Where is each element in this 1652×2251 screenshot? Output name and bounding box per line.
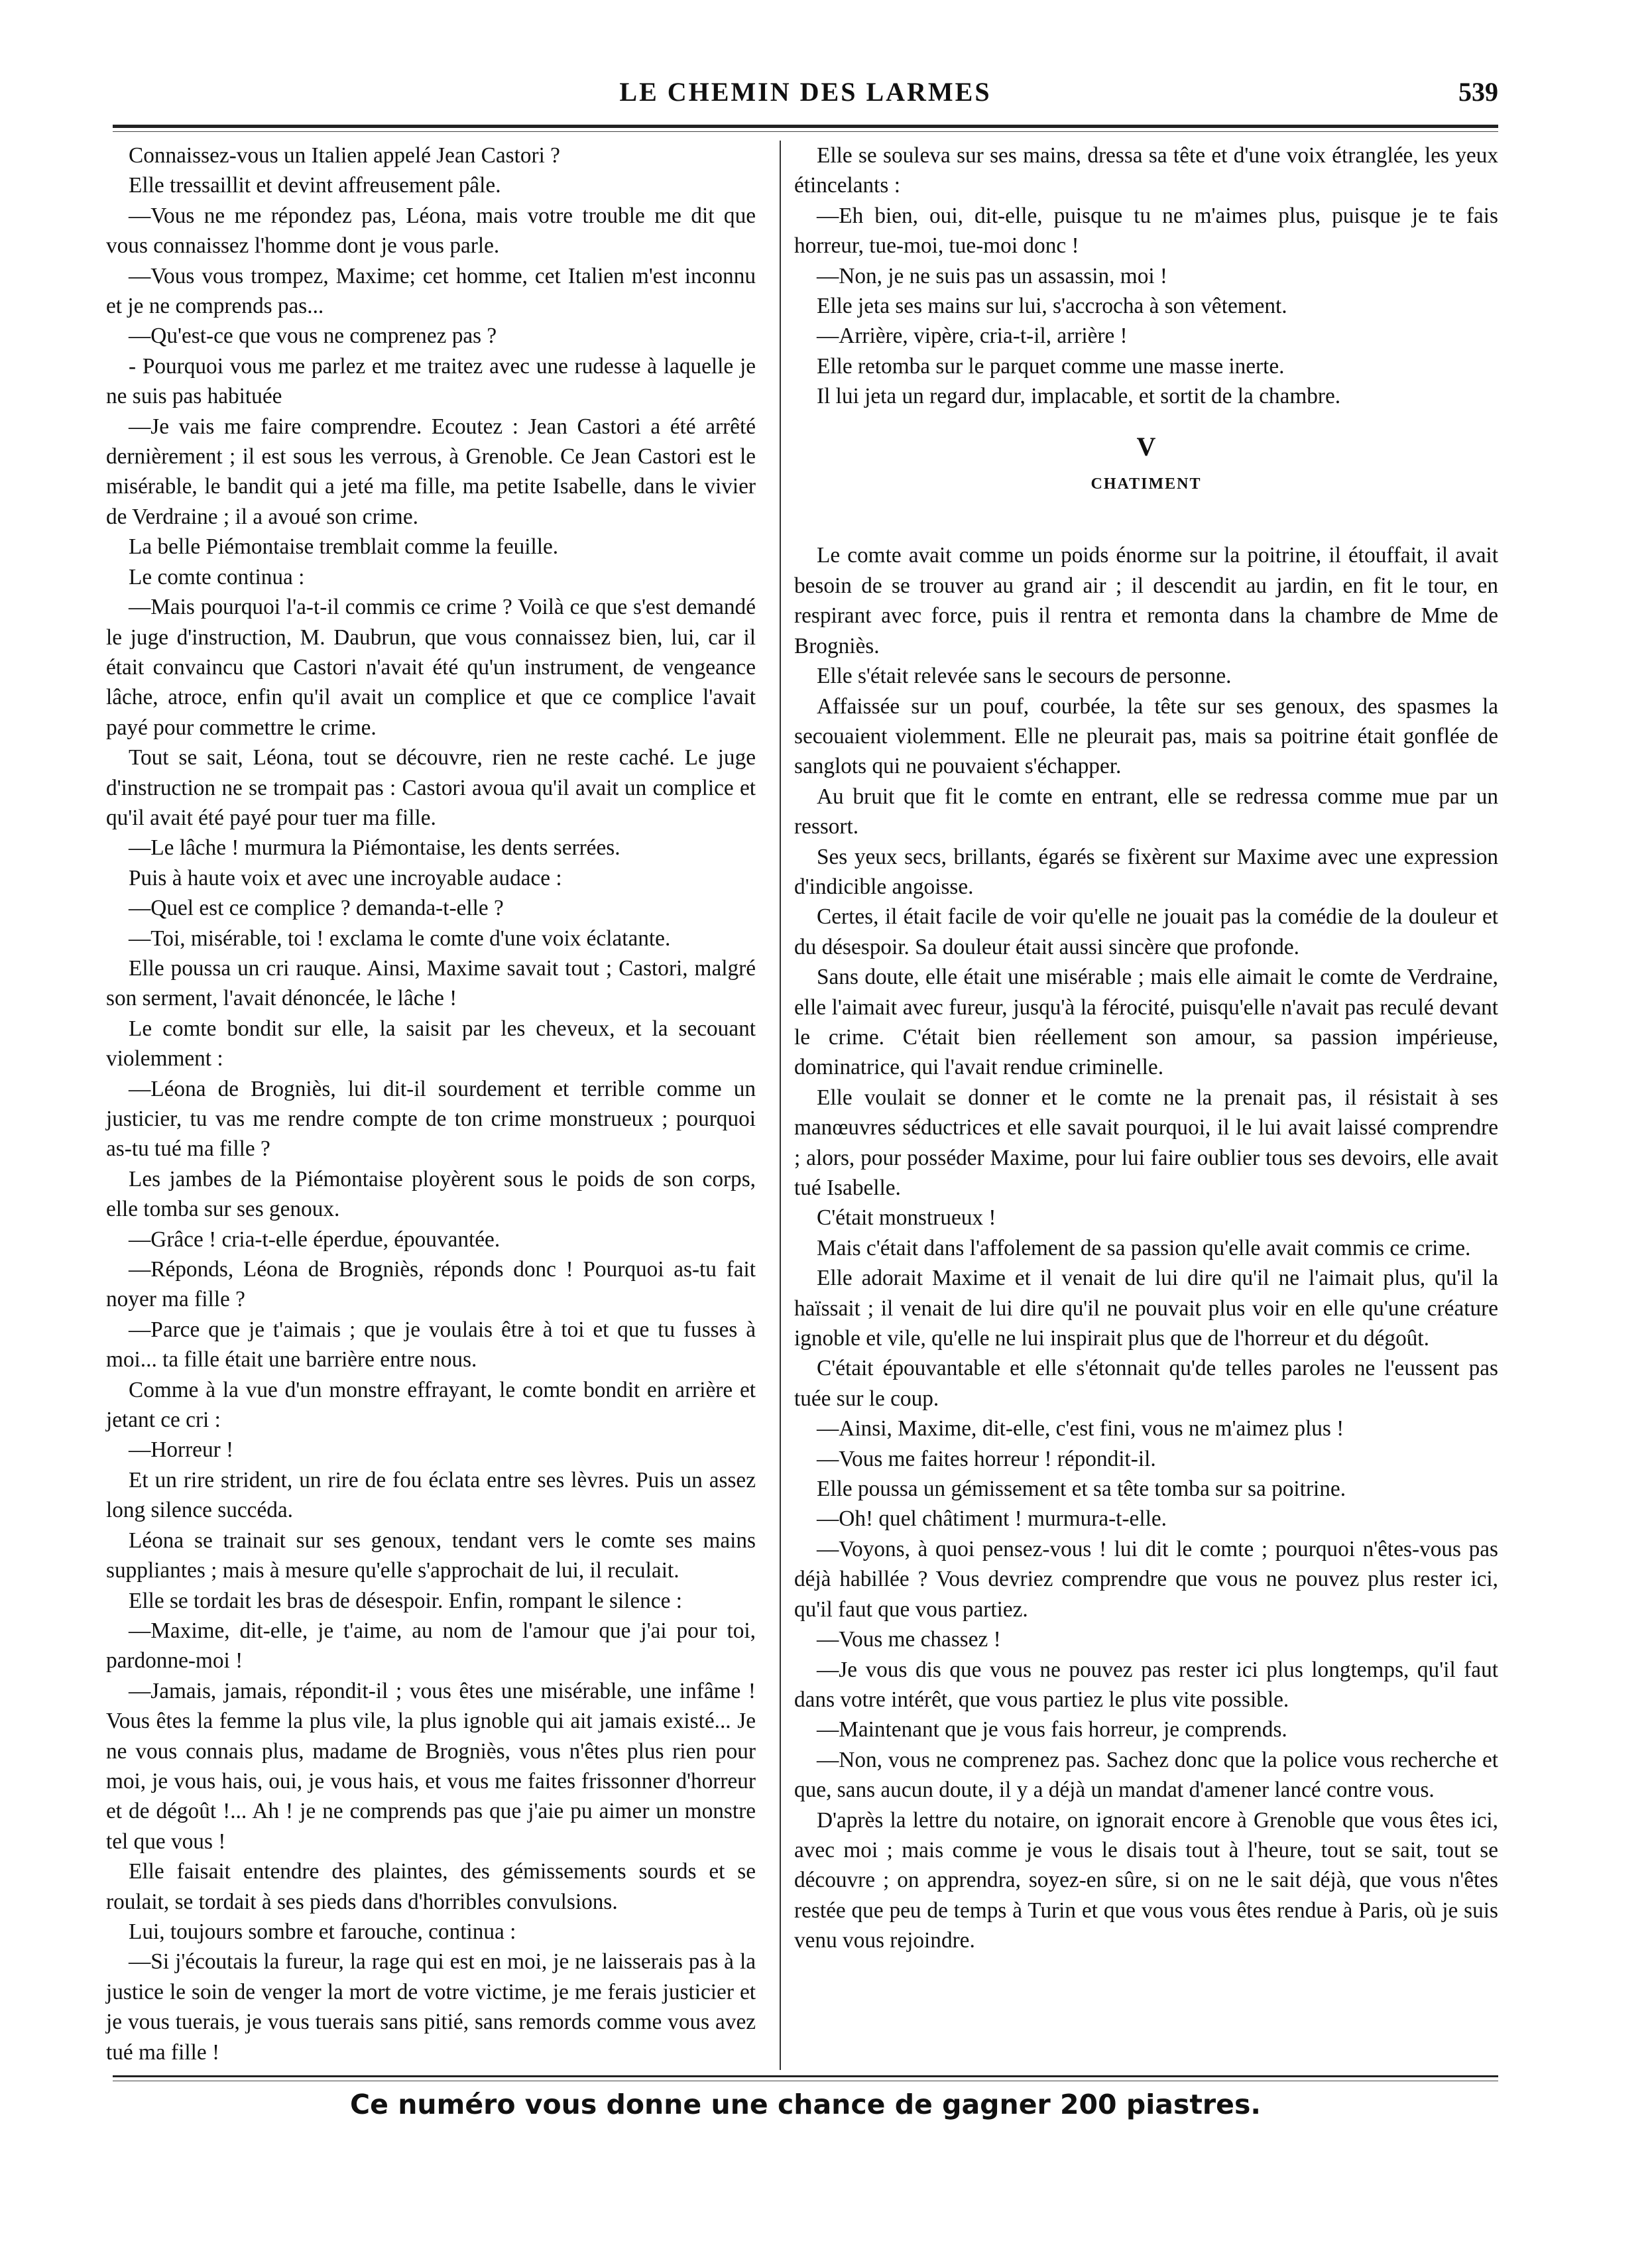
paragraph: - Pourquoi vous me parlez et me traitez avec une rudesse à laquelle je ne suis pas habituée bbox=[106, 353, 756, 409]
left-column bbox=[106, 141, 756, 2067]
paragraph: —Je vais me faire comprendre. Ecoutez : Jean Castori a été arrêté dernièrement ; il est sous les verrous, à Grenoble. Ce Jean Castori est le misérable, le bandit qui a jeté ma fille, ma petite Isabelle, dans le vivier de Verdraine ; il a avoué son crime. bbox=[106, 414, 756, 529]
paragraph: Le comte continua : bbox=[129, 564, 305, 589]
chapter-number: V bbox=[1136, 431, 1156, 461]
paragraph: Certes, il était facile de voir qu'elle ne jouait pas la comédie de la douleur et du désespoir. Sa douleur était aussi sincère que profonde. bbox=[794, 904, 1498, 959]
paragraph: La belle Piémontaise tremblait comme la feuille. bbox=[129, 534, 559, 560]
paragraph: —Mais pourquoi l'a-t-il commis ce crime ? Voilà ce que s'est demandé le juge d'instruction, M. Daubrun, que vous connaissez bien, lui, car il était convaincu que Castori n'avait été qu'un instrument, de vengeance lâche, atroce, enfin qu'il avait un complice et que ce complice l'avait payé pour commettre le crime. bbox=[106, 595, 756, 740]
paragraph: —Voyons, à quoi pensez-vous ! lui dit le comte ; pourquoi n'êtes-vous pas déjà habillée ? Vous devriez comprendre que vous ne pouvez plus rester ici, qu'il faut que vous partiez. bbox=[794, 1536, 1498, 1622]
paragraph: —Quel est ce complice ? demanda-t-elle ? bbox=[129, 896, 504, 921]
paragraph: Et un rire strident, un rire de fou éclata entre ses lèvres. Puis un assez long silence succéda. bbox=[106, 1467, 756, 1523]
paragraph: —Non, vous ne comprenez pas. Sachez donc que la police vous recherche et que, sans aucun doute, il y a déjà un mandat d'amener lancé contre vous. bbox=[794, 1747, 1498, 1803]
paragraph: —Non, je ne suis pas un assassin, moi ! bbox=[817, 263, 1168, 288]
paragraph: Elle voulait se donner et le comte ne la prenait pas, il résistait à ses manœuvres séductrices et elle savait pourquoi, il le lui avait laissé comprendre ; alors, pour posséder Maxime, pour lui faire oublier tous ses devoirs, elle avait tué Isabelle. bbox=[794, 1085, 1498, 1200]
paragraph: Connaissez-vous un Italien appelé Jean Castori ? bbox=[129, 143, 560, 168]
paragraph: —Oh! quel châtiment ! murmura-t-elle. bbox=[817, 1506, 1167, 1532]
paragraph: —Maxime, dit-elle, je t'aime, au nom de l'amour que j'ai pour toi, pardonne-moi ! bbox=[106, 1618, 756, 1673]
paragraph: Il lui jeta un regard dur, implacable, et sortit de la chambre. bbox=[817, 384, 1341, 409]
paragraph: Elle adorait Maxime et il venait de lui dire qu'il ne l'aimait plus, qu'il la haïssait ; il venait de lui dire qu'il ne pouvait plus voir en elle qu'une créature ignoble et vile, qu'elle ne lui inspirait plus que de l'horreur et du dégoût. bbox=[794, 1266, 1498, 1351]
paragraph: —Si j'écoutais la fureur, la rage qui est en moi, je ne laisserais pas à la justice le soin de venger la mort de votre victime, je me ferais justicier et je vous tuerais, je vous tuerais sans pitié, sans remords comme vous avez tué ma fille ! bbox=[106, 1949, 756, 2065]
page-header bbox=[113, 76, 1498, 123]
running-title: LE CHEMIN DES LARMES bbox=[619, 77, 992, 107]
paragraph: —Maintenant que je vous fais horreur, je comprends. bbox=[817, 1717, 1287, 1742]
paragraph: —Eh bien, oui, dit-elle, puisque tu ne m'aimes plus, puisque je te fais horreur, tue-moi, tue-moi donc ! bbox=[794, 203, 1498, 259]
paragraph: Elle tressaillit et devint affreusement pâle. bbox=[129, 173, 501, 198]
paragraph: —Vous me chassez ! bbox=[817, 1627, 1001, 1652]
footer-rule bbox=[113, 2075, 1498, 2077]
paragraph: Elle se tordait les bras de désespoir. Enfin, rompant le silence : bbox=[129, 1588, 682, 1613]
paragraph: Le comte bondit sur elle, la saisit par les cheveux, et la secouant violemment : bbox=[106, 1016, 756, 1071]
paragraph: —Grâce ! cria-t-elle éperdue, épouvantée. bbox=[129, 1227, 501, 1252]
paragraph: Léona se trainait sur ses genoux, tendant vers le comte ses mains suppliantes ; mais à mesure qu'elle s'approchait de lui, il reculait. bbox=[106, 1528, 756, 1583]
header-rule bbox=[113, 125, 1498, 128]
paragraph: Ses yeux secs, brillants, égarés se fixèrent sur Maxime avec une expression d'indicible angoisse. bbox=[794, 844, 1498, 899]
paragraph: Au bruit que fit le comte en entrant, elle se redressa comme mue par un ressort. bbox=[794, 784, 1498, 839]
paragraph: —Arrière, vipère, cria-t-il, arrière ! bbox=[817, 324, 1128, 349]
paragraph: —Le lâche ! murmura la Piémontaise, les dents serrées. bbox=[129, 835, 620, 861]
paragraph: —Ainsi, Maxime, dit-elle, c'est fini, vous ne m'aimez plus ! bbox=[817, 1416, 1344, 1441]
paragraph: —Réponds, Léona de Brogniès, réponds donc ! Pourquoi as-tu fait noyer ma fille ? bbox=[106, 1257, 756, 1312]
paragraph: Elle se souleva sur ses mains, dressa sa tête et d'une voix étranglée, les yeux étincelants : bbox=[794, 143, 1498, 198]
paragraph: C'était monstrueux ! bbox=[817, 1205, 996, 1231]
page-number: 539 bbox=[1458, 77, 1498, 107]
paragraph: Elle poussa un cri rauque. Ainsi, Maxime savait tout ; Castori, malgré son serment, l'avait dénoncée, le lâche ! bbox=[106, 955, 756, 1011]
paragraph: —Toi, misérable, toi ! exclama le comte d'une voix éclatante. bbox=[129, 926, 671, 951]
paragraph: Sans doute, elle était une misérable ; mais elle aimait le comte de Verdraine, elle l'aimait avec fureur, jusqu'à la férocité, puisqu'elle n'avait pas reculé devant le crime. C'était bien réellement son amour, sa passion impérieuse, dominatrice, qui l'avait rendue criminelle. bbox=[794, 965, 1498, 1080]
paragraph: —Jamais, jamais, répondit-il ; vous êtes une misérable, une infâme ! Vous êtes la femme la plus vile, la plus ignoble qui ait jamais existé... Je ne vous connais plus, madame de Brogniès, vous n'êtes plus rien pour moi, je vous hais, oui, je vous hais, et vous me faites frissonner d'horreur et de dégoût !... Ah ! je ne comprends pas que j'aie pu aimer un monstre tel que vous ! bbox=[106, 1678, 756, 1854]
paragraph: Affaissée sur un pouf, courbée, la tête sur ses genoux, des spasmes la secouaient violemment. Elle ne pleurait pas, mais sa poitrine était gonflée de sanglots qui ne pouvaient s'échapper. bbox=[794, 694, 1498, 779]
paragraph: Tout se sait, Léona, tout se découvre, rien ne reste caché. Le juge d'instruction ne se trompait pas : Castori avoua qu'il avait un complice et qu'il avait été payé pour tuer ma fille. bbox=[106, 745, 756, 830]
footer-notice: Ce numéro vous donne une chance de gagner 200 piastres. bbox=[350, 2089, 1261, 2120]
paragraph: Mais c'était dans l'affolement de sa passion qu'elle avait commis ce crime. bbox=[817, 1235, 1471, 1260]
paragraph: Elle jeta ses mains sur lui, s'accrocha à son vêtement. bbox=[817, 294, 1287, 319]
paragraph: Comme à la vue d'un monstre effrayant, le comte bondit en arrière et jetant ce cri : bbox=[106, 1377, 756, 1433]
paragraph: Le comte avait comme un poids énorme sur la poitrine, il étouffait, il avait besoin de se trouver au grand air ; il descendit au jardin, en fit le tour, en respirant avec force, puis il rentra et remonta dans la chambre de Mme de Brogniès. bbox=[794, 543, 1498, 658]
paragraph: —Parce que je t'aimais ; que je voulais être à toi et que tu fusses à moi... ta fille était une barrière entre nous. bbox=[106, 1317, 756, 1372]
paragraph: —Léona de Brogniès, lui dit-il sourdement et terrible comme un justicier, tu vas me rendre compte de ton crime monstrueux ; pourquoi as-tu tué ma fille ? bbox=[106, 1076, 756, 1162]
column-divider bbox=[780, 141, 781, 2070]
paragraph: Elle faisait entendre des plaintes, des gémissements sourds et se roulait, se tordait à ses pieds dans d'horribles convulsions. bbox=[106, 1859, 756, 1914]
paragraph: Elle s'était relevée sans le secours de personne. bbox=[817, 664, 1232, 689]
paragraph: —Je vous dis que vous ne pouvez pas rester ici plus longtemps, qu'il faut dans votre intérêt, que vous partiez le plus vite possible. bbox=[794, 1657, 1498, 1712]
chapter-title: CHATIMENT bbox=[1091, 475, 1202, 493]
paragraph: Elle poussa un gémissement et sa tête tomba sur sa poitrine. bbox=[817, 1477, 1346, 1502]
paragraph: C'était épouvantable et elle s'étonnait qu'de telles paroles ne l'eussent pas tuée sur le coup. bbox=[794, 1356, 1498, 1411]
right-column bbox=[794, 141, 1498, 1956]
paragraph: Lui, toujours sombre et farouche, continua : bbox=[129, 1919, 516, 1944]
paragraph: —Vous me faites horreur ! répondit-il. bbox=[817, 1446, 1156, 1471]
paragraph: Puis à haute voix et avec une incroyable audace : bbox=[129, 865, 562, 890]
paragraph: —Qu'est-ce que vous ne comprenez pas ? bbox=[129, 324, 497, 349]
paragraph: D'après la lettre du notaire, on ignorait encore à Grenoble que vous êtes ici, avec moi ; mais comme je vous le disais tout à l'heure, tout se sait, tout se découvre ; on apprendra, soyez-en sûre, si on ne le sait déjà, que vous n'êtes restée que peu de temps à Turin et que vous vous êtes rendue à Paris, où je suis venu vous rejoindre. bbox=[794, 1807, 1498, 1953]
paragraph: —Vous ne me répondez pas, Léona, mais votre trouble me dit que vous connaissez l'homme dont je vous parle. bbox=[106, 203, 756, 259]
paragraph: —Horreur ! bbox=[129, 1437, 234, 1463]
header-rule-thin bbox=[113, 131, 1498, 132]
paragraph: —Vous vous trompez, Maxime; cet homme, cet Italien m'est inconnu et je ne comprends pas... bbox=[106, 263, 756, 319]
paragraph: Elle retomba sur le parquet comme une masse inerte. bbox=[817, 353, 1285, 379]
paragraph: Les jambes de la Piémontaise ployèrent sous le poids de son corps, elle tomba sur ses genoux. bbox=[106, 1166, 756, 1222]
